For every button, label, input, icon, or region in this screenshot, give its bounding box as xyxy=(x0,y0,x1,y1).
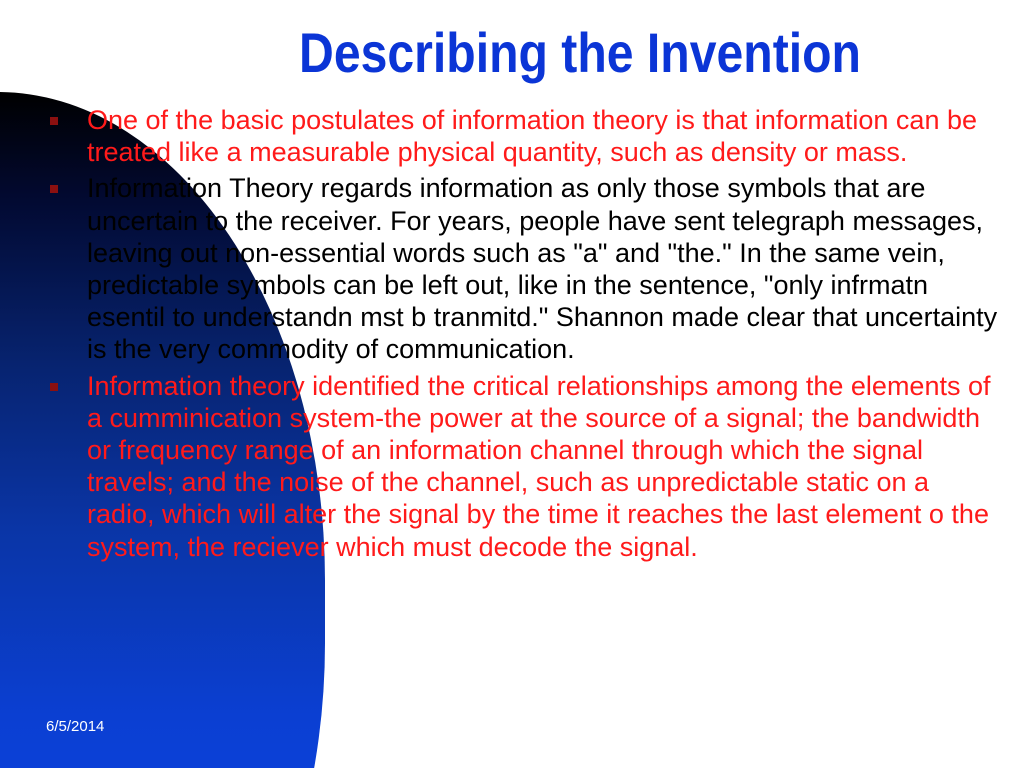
bullet-item xyxy=(43,104,998,168)
bullet-text: Information theory identified the critical relationships among the elements of a cumminication system-the power at the source of a signal; the bandwidth or frequency range of an information channel through which the signal travels; and the noise of the channel, such as unpredictable static on a radio, which will alter the signal by the time it reaches the last element o the system, the reciever which must decode the signal. xyxy=(87,370,991,562)
footer-date: 6/5/2014 xyxy=(46,718,105,735)
square-bullet-icon xyxy=(50,185,58,193)
bullet-item xyxy=(43,370,998,563)
square-bullet-icon xyxy=(50,117,58,125)
bullet-text: One of the basic postulates of information theory is that information can be treated like a measurable physical quantity, such as density or mass. xyxy=(87,105,977,168)
bullet-list xyxy=(43,104,998,567)
square-bullet-icon xyxy=(50,383,58,391)
slide-title: Describing the Invention xyxy=(299,21,861,84)
bullet-text: Information Theory regards information as only those symbols that are uncertain to the receiver. For years, people have sent telegraph messages, leaving out non-essential words such as "a" and "the." In the same vein, predictable symbols can be left out, like in the sentence, "only infrmatn esentil to understandn mst b tranmitd." Shannon made clear that uncertainty is the very commodity of communication. xyxy=(87,173,998,365)
bullet-item xyxy=(43,172,998,365)
